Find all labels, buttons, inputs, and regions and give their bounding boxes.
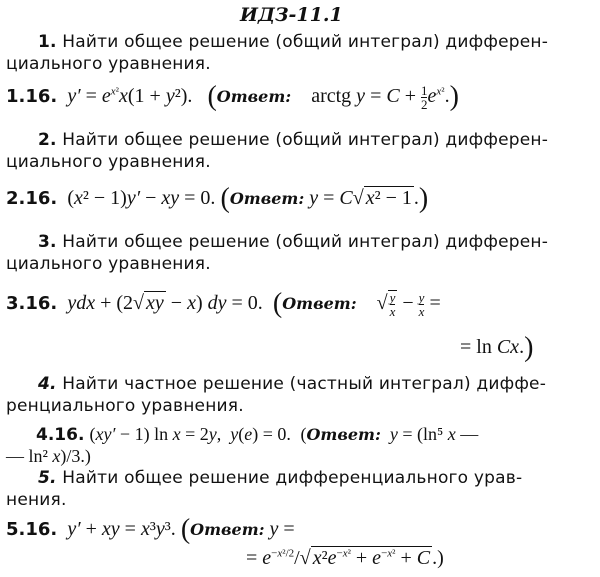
answer-continued: — ln² x)/3.) — [6, 446, 91, 466]
task-3-line-2: циального уравнения. — [6, 254, 211, 274]
task-number: 5. — [38, 468, 57, 488]
page-title: ИДЗ-11.1 — [240, 4, 343, 26]
task-3-line-1 — [38, 232, 548, 252]
problem-1-16 — [6, 81, 459, 113]
task-text: Найти частное решение (частный интеграл) диффе- — [62, 374, 547, 394]
task-4-line-2: ренциального уравнения. — [6, 396, 244, 416]
answer-label: Ответ: — [282, 294, 357, 314]
equation: $y' = e^{x^2}x(1 + y^2)$. — [67, 85, 193, 108]
answer-label: Ответ: — [216, 87, 292, 107]
task-text: Найти общее решение (общий интеграл) дифферен- — [62, 232, 549, 252]
task-number: 3. — [38, 232, 57, 252]
item-label: 5.16. — [6, 519, 58, 540]
equation: (x² − 1)y′ − xy = 0. — [62, 187, 216, 209]
task-text: Найти общее решение (общий интеграл) дифферен- — [62, 32, 549, 52]
task-5-line-2: нения. — [6, 490, 67, 510]
task-number: 4. — [38, 374, 57, 394]
task-4-line-1 — [38, 374, 546, 394]
answer-continued: = ln Cx.) — [460, 332, 534, 363]
item-label: 3.16. — [6, 293, 58, 315]
problem-3-16 — [6, 290, 441, 318]
problem-2-16 — [6, 183, 429, 214]
task-1-line-2: циального уравнения. — [6, 54, 211, 74]
task-number: 1. — [38, 32, 57, 52]
answer: (Ответ: y = C√ x² − 1 .) — [220, 183, 429, 214]
answer: (Ответ: √ $\frac{y}{x}$ − $\frac{y}{x}$ = — [272, 288, 441, 320]
item-label: 4.16. — [36, 425, 85, 445]
problem-5-16 — [6, 514, 295, 545]
problem-4-16 — [36, 424, 478, 445]
task-text: Найти общее решение дифференциального урав- — [62, 468, 523, 488]
item-label: 1.16. — [6, 86, 58, 108]
answer-label: Ответ: — [306, 425, 381, 444]
answer-label: Ответ: — [190, 520, 265, 539]
task-1-line-1 — [38, 32, 548, 52]
answer: (Ответ: y = — [180, 514, 295, 545]
task-number: 2. — [38, 130, 57, 150]
task-2-line-2: циального уравнения. — [6, 152, 211, 172]
answer-continued: = $e^{-x^2/2}/√$ $x^2e^{-x^2} + e^{-x^2} + C$ .) — [246, 547, 444, 569]
task-2-line-1 — [38, 130, 548, 150]
answer: (Ответ: y = (ln⁵ x — — [295, 424, 479, 444]
equation: (xy′ − 1) ln x = 2y, y(e) = 0. — [89, 424, 291, 444]
task-text: Найти общее решение (общий интеграл) дифферен- — [62, 130, 549, 150]
equation: ydx + (2√ xy − x) dy = 0. — [67, 292, 263, 315]
item-label: 2.16. — [6, 188, 58, 209]
answer: (Ответ: arctg y = C + $\frac{1}{2}$ $e^{x^2}$.) — [207, 81, 459, 113]
equation: y′ + xy = x³y³. — [67, 518, 176, 540]
task-5-line-1 — [38, 468, 522, 488]
answer-label: Ответ: — [229, 189, 305, 208]
